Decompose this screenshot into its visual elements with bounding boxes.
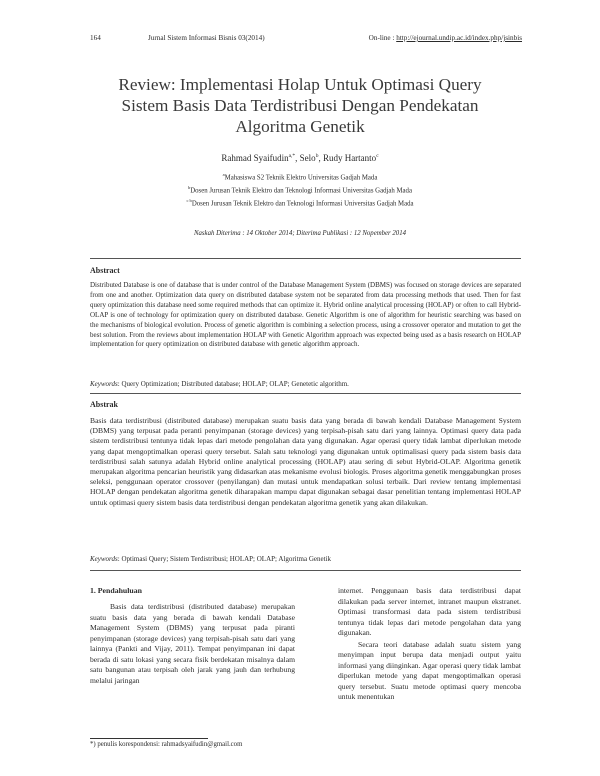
keywords-text: : Optimasi Query; Sistem Terdistribusi; HOLAP; OLAP; Algoritma Genetik <box>117 555 332 563</box>
footnote: *) penulis korespondensi: rahmadsyaifudin@gmail.com <box>90 741 243 748</box>
right-column <box>338 586 521 703</box>
title-line: Algoritma Genetik <box>235 117 365 136</box>
paragraph: Basis data terdistribusi (distributed database) merupakan suatu basis data yang berada di bawah kendali Database Management System (DBMS) yang terpusat pada piranti penyimpanan (storage devices) yang terpisah-pisah satu dari yang lainnya (Pankti and Vijay, 2011). Tempat penyimpanan ini dapat berada di satu lokasi yang secara fisik berdekatan misalnya dalam satu bangunan atau terpisah oleh jarak yang jauh dan terhubung melalui jaringan <box>90 602 295 685</box>
journal-name: Jurnal Sistem Informasi Bisnis 03(2014) <box>148 34 265 42</box>
affiliation: $^{c b}$Dosen Jurusan Teknik Elektro dan Teknologi Informasi Universitas Gadjah Mada <box>186 197 414 207</box>
abstract-body: Distributed Database is one of database that is under control of the Database Management System (DBMS) was focused on storage devices are separated from one and another. Optimization data query on distributed database system not be separated from data processing methods that used. Then for fast query optimization this database need some required methods that can optimize it. Hybrid online analytical processing (HOLAP) or often to call Hybrid-OLAP is one of technology for optimization query on distributed database. Genetic Algorithm is one of algorithm for heuristic searching was based on the mechanisms of biological evolution. Process of genetic algorithm is combining a selection process, using a crossover operator and mutation to get the best solution. From the reviews about implementation HOLAP with Genetic Algorithm approach was expected being used as a basis research on HOLAP implementation for query optimization on distributed database with genetic algorithm approach. <box>90 281 521 349</box>
title-line: Sistem Basis Data Terdistribusi Dengan Pendekatan <box>121 96 479 115</box>
author-list: Rahmad Syaifudin$^{a,*}$, Selo$^b$, Rudy Hartanto$^c$ <box>221 153 379 163</box>
author-name: Selo <box>299 153 316 163</box>
divider <box>90 393 521 394</box>
keywords-label: Keywords <box>90 380 118 388</box>
section-heading: 1. Pendahuluan <box>90 586 143 595</box>
affiliations <box>40 170 560 208</box>
paper-title <box>40 74 560 137</box>
page-number: 164 <box>90 34 101 42</box>
author-name: Rahmad Syaifudin <box>221 153 289 163</box>
divider <box>90 258 521 259</box>
journal-url-link[interactable]: http://ejournal.undip.ac.id/index.php/jsinbis <box>396 34 522 42</box>
author-sup: c <box>376 153 379 159</box>
keywords-label: Keywords <box>90 555 118 563</box>
online-info <box>369 34 522 42</box>
author-sup: a,* <box>288 153 296 159</box>
paragraph: Secara teori database adalah suatu sistem yang menyimpan input berupa data menjadi output yaitu informasi yang diinginkan. Agar operasi query tidak lambat diperlukan metode yang dapat mengoptimalkan operasi query tersebut. Suatu metode optimasi query mencoba untuk menentukan <box>338 639 521 701</box>
author-sup: b <box>315 153 319 159</box>
abstrak-heading: Abstrak <box>90 400 119 409</box>
abstrak-body: Basis data terdistribusi (distributed database) merupakan suatu basis data yang berada di bawah kendali Database Management System (DBMS) yang terpusat pada peranti penyimpanan (storage devices) yang terpisah-pisah satu dari yang lainnya. Optimasi query data pada sistem terdistribusi tentunya tidak lepas dari metode pengolahan data yang digunakan. Agar operasi query tidak lambat diperlukan metode yang dapat mengoptimalkan operasi query tersebut. Salah satu teknologi yang digunakan untuk optimalisasi query pada sistem basis data terdistribusi salah satunya adalah Hybrid online analytical processing (HOLAP) atau sering di sebut Hybrid-OLAP. Algoritma genetik merupakan algoritma pencarian heuristik yang didasarkan atas mekanisme evolusi biologis. Proses algoritma genetik menggabungkan proses seleksi, penggunaan operator crossover (penyilangan) dan mutasi untuk mendapatkan solusi terbaik. Dari review tentang implementasi HOLAP dengan pendekatan algoritma genetik diharapakan mampu dapat digunakan sebagai dasar penelitian tentang implementasi HOLAP untuk optimasi query sistem basis data terdistribusi dengan pendekatan algoritma genetik yang akan dilakukan. <box>90 416 521 507</box>
keywords-text: : Query Optimization; Distributed database; HOLAP; OLAP; Genetetic algorithm. <box>117 380 349 388</box>
left-column <box>90 602 295 686</box>
affiliation: $^a$Mahasiswa S2 Teknik Elektro Universitas Gadjah Mada <box>222 172 378 182</box>
paragraph: internet. Penggunaan basis data terdistribusi dapat dilakukan pada server internet, intranet maupun ekstranet. Optimasi transformasi data pada sistem terdistribusi tentunya tidak lepas dari metode pengolahan data yang digunakan. <box>338 586 521 637</box>
author-name: Rudy Hartanto <box>322 153 377 163</box>
footnote-rule <box>90 738 208 739</box>
affiliation: $^b$Dosen Jurusan Teknik Elektro dan Teknologi Informasi Universitas Gadjah Mada <box>188 184 412 195</box>
abstract-heading: Abstract <box>90 266 120 275</box>
running-header <box>90 34 522 46</box>
title-line: Review: Implementasi Holap Untuk Optimasi Query <box>118 75 482 94</box>
divider <box>90 570 521 571</box>
abstrak-keywords <box>90 555 521 563</box>
abstract-keywords <box>90 380 521 388</box>
online-label: On-line : <box>368 34 397 42</box>
received-dates: Naskah Diterima : 14 Oktober 2014; Diterima Publikasi : 12 Nopember 2014 <box>193 230 406 237</box>
